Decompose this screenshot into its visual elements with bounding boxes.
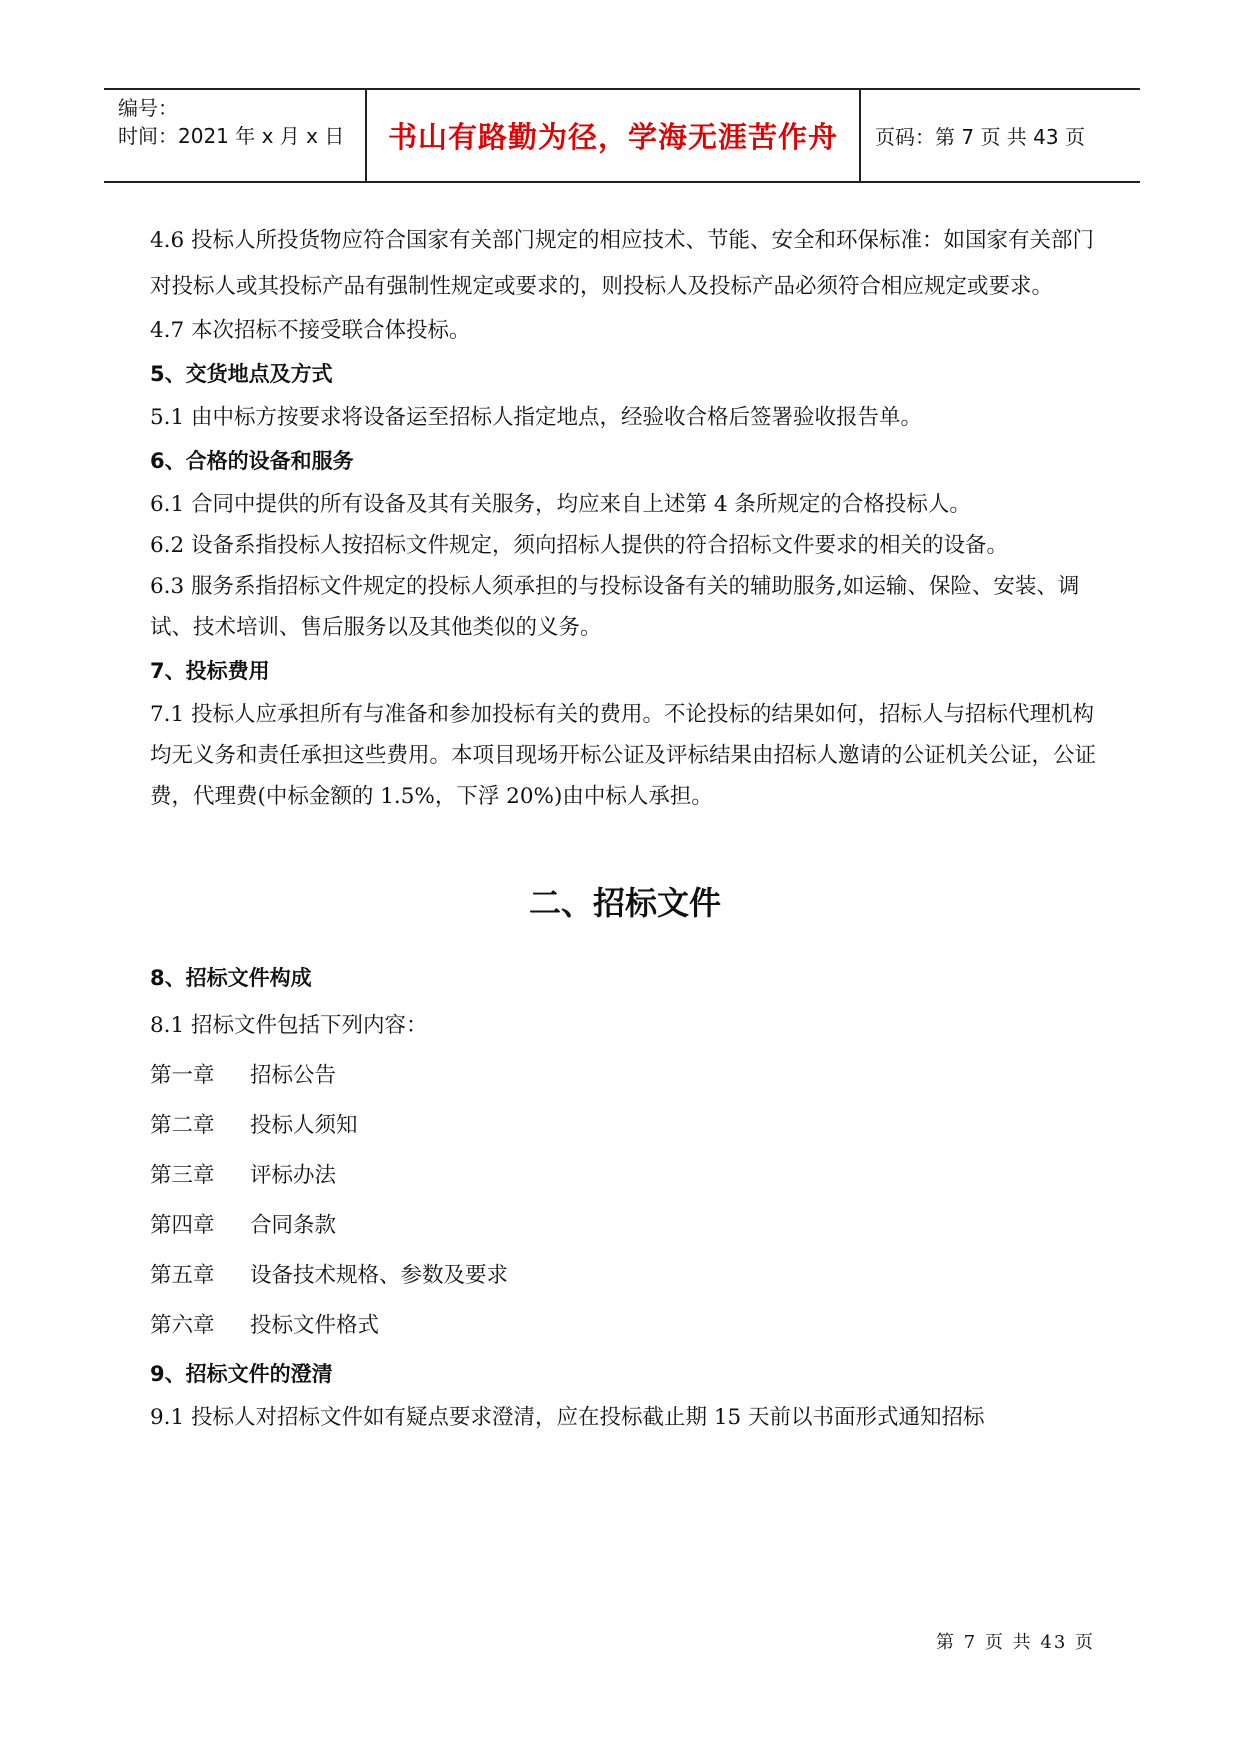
page-footer: 第 7 页 共 43 页 <box>936 1632 1095 1653</box>
heading-5: 5、交货地点及方式 <box>150 362 333 386</box>
paragraph-6-3: 6.3 服务系指招标文件规定的投标人须承担的与投标设备有关的辅助服务,如运输、保险、安装、调试、技术培训、售后服务以及其他类似的义务。 <box>150 574 1080 640</box>
heading-6: 6、合格的设备和服务 <box>150 449 354 473</box>
chapter-title: 二、招标文件 <box>528 884 721 922</box>
chapter-list-item: 第一章 招标公告 <box>150 1063 337 1088</box>
header-motto: 书山有路勤为径，学海无涯苦作舟 <box>367 90 861 181</box>
chapter-list <box>150 1051 1100 1351</box>
document-header <box>104 88 1140 183</box>
paragraph-6-1: 6.1 合同中提供的所有设备及其有关服务，均应来自上述第 4 条所规定的合格投标人。 <box>150 492 971 517</box>
document-body <box>150 218 1100 1438</box>
chapter-list-item: 第三章 评标办法 <box>150 1163 337 1188</box>
chapter-list-item: 第四章 合同条款 <box>150 1213 337 1238</box>
chapter-list-item: 第二章 投标人须知 <box>150 1113 358 1138</box>
paragraph-5-1: 5.1 由中标方按要求将设备运至招标人指定地点，经验收合格后签署验收报告单。 <box>150 405 923 430</box>
paragraph-4-7: 4.7 本次招标不接受联合体投标。 <box>150 318 471 343</box>
paragraph-4-6: 4.6 投标人所投货物应符合国家有关部门规定的相应技术、节能、安全和环保标准：如国家有关部门对投标人或其投标产品有强制性规定或要求的，则投标人及投标产品必须符合相应规定或要求。 <box>150 228 1095 299</box>
heading-8: 8、招标文件构成 <box>150 966 312 990</box>
number-label: 编号： <box>118 96 178 120</box>
paragraph-6-2: 6.2 设备系指投标人按招标文件规定，须向招标人提供的符合招标文件要求的相关的设备。 <box>150 533 1009 558</box>
chapter-list-item: 第六章 投标文件格式 <box>150 1313 380 1338</box>
chapter-list-item: 第五章 设备技术规格、参数及要求 <box>150 1263 509 1288</box>
heading-7: 7、投标费用 <box>150 659 270 683</box>
header-page-label: 页码：第 7 页 共 43 页 <box>875 125 1085 149</box>
time-label: 时间：2021 年 x 月 x 日 <box>118 124 345 148</box>
paragraph-7-1: 7.1 投标人应承担所有与准备和参加投标有关的费用。不论投标的结果如何，招标人与招标代理机构均无义务和责任承担这些费用。本项目现场开标公证及评标结果由招标人邀请的公证机关公证，公证费，代理费(中标金额的 1.5%，下浮 20%)由中标人承担。 <box>150 702 1097 809</box>
paragraph-9-1: 9.1 投标人对招标文件如有疑点要求澄清，应在投标截止期 15 天前以书面形式通知招标 <box>150 1405 985 1430</box>
paragraph-8-1: 8.1 招标文件包括下列内容： <box>150 1013 428 1038</box>
heading-9: 9、招标文件的澄清 <box>150 1362 333 1386</box>
header-meta <box>104 90 367 181</box>
